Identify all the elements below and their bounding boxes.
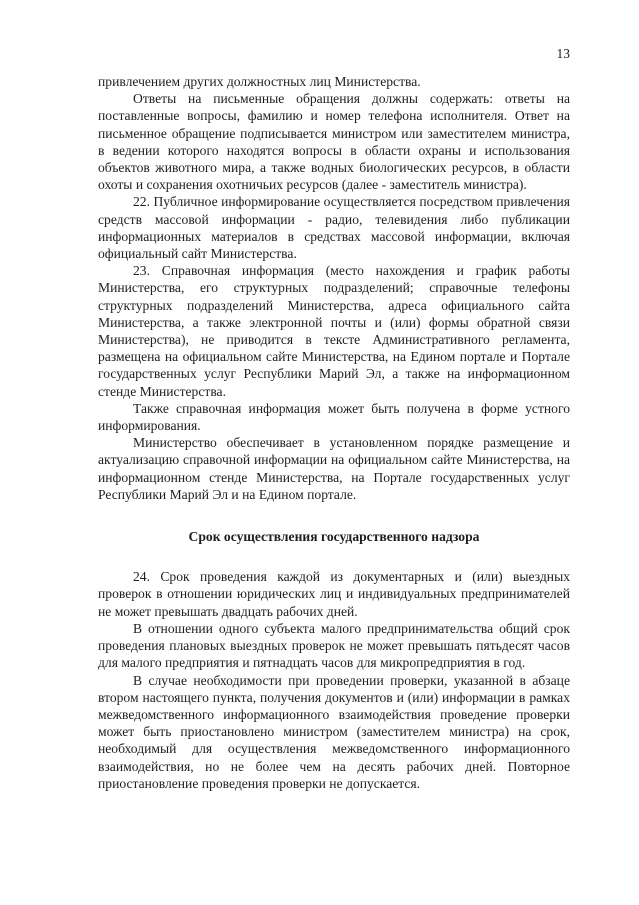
section-heading: Срок осуществления государственного надзора [188, 529, 480, 545]
paragraph-suspension: В случае необходимости при проведении проверки, указанной в абзаце втором настоящего пункта, получения документов и (или) информации в рамках межведомственного информационного взаимодействия проведение проверки может быть приостановлено министром (заместителем министра) на срок, необходимый для осуществления межведомственного информационного взаимодействия, но не более чем на десять рабочих дней. Повторное приостановление проведения проверки не допускается. [98, 672, 570, 791]
paragraph-ministry-placement: Министерство обеспечивает в установленном порядке размещение и актуализацию справочной информации на официальном сайте Министерства, на информационном стенде Министерства, на Портале государственных услуг Республики Марий Эл и на Едином портале. [98, 435, 570, 502]
paragraph-written-answers: Ответы на письменные обращения должны содержать: ответы на поставленные вопросы, фамилию и номер телефона исполнителя. Ответ на письменное обращение подписывается министром или заместителем министра, в ведении которого находятся вопросы в области охраны и использования объектов животного мира, а также водных биологических ресурсов, в области охоты и сохранения охотничьих ресурсов (далее - заместитель министра). [98, 91, 570, 193]
paragraph-small-business: В отношении одного субъекта малого предпринимательства общий срок проведения плановых выездных проверок не может превышать пятьдесят часов для малого предприятия и пятнадцать часов для микропредприятия в год. [98, 620, 570, 671]
document-body [98, 73, 570, 792]
paragraph-oral-information: Также справочная информация может быть получена в форме устного информирования. [98, 400, 570, 434]
paragraph-item-24: 24. Срок проведения каждой из документарных и (или) выездных проверок в отношении юридических лиц и индивидуальных предпринимателей не может превышать двадцать рабочих дней. [98, 569, 570, 619]
page-number: 13 [556, 46, 570, 61]
paragraph-item-22: 22. Публичное информирование осуществляется посредством привлечения средств массовой информации - радио, телевидения либо публикации информационных материалов в средствах массовой информации, включая официальный сайт Министерства. [98, 194, 570, 262]
paragraph-item-23: 23. Справочная информация (место нахождения и график работы Министерства, его структурных подразделений; справочные телефоны структурных подразделений Министерства, адреса официального сайта Министерства, а также электронной почты и (или) формы обратной связи Министерства), не приводится в тексте Административного регламента, размещена на официальном сайте Министерства, на Едином портале и Портале государственных услуг Республики Марий Эл, а также на информационном стенде Министерства. [98, 263, 570, 399]
paragraph-continuation: привлечением других должностных лиц Министерства. [98, 74, 421, 89]
